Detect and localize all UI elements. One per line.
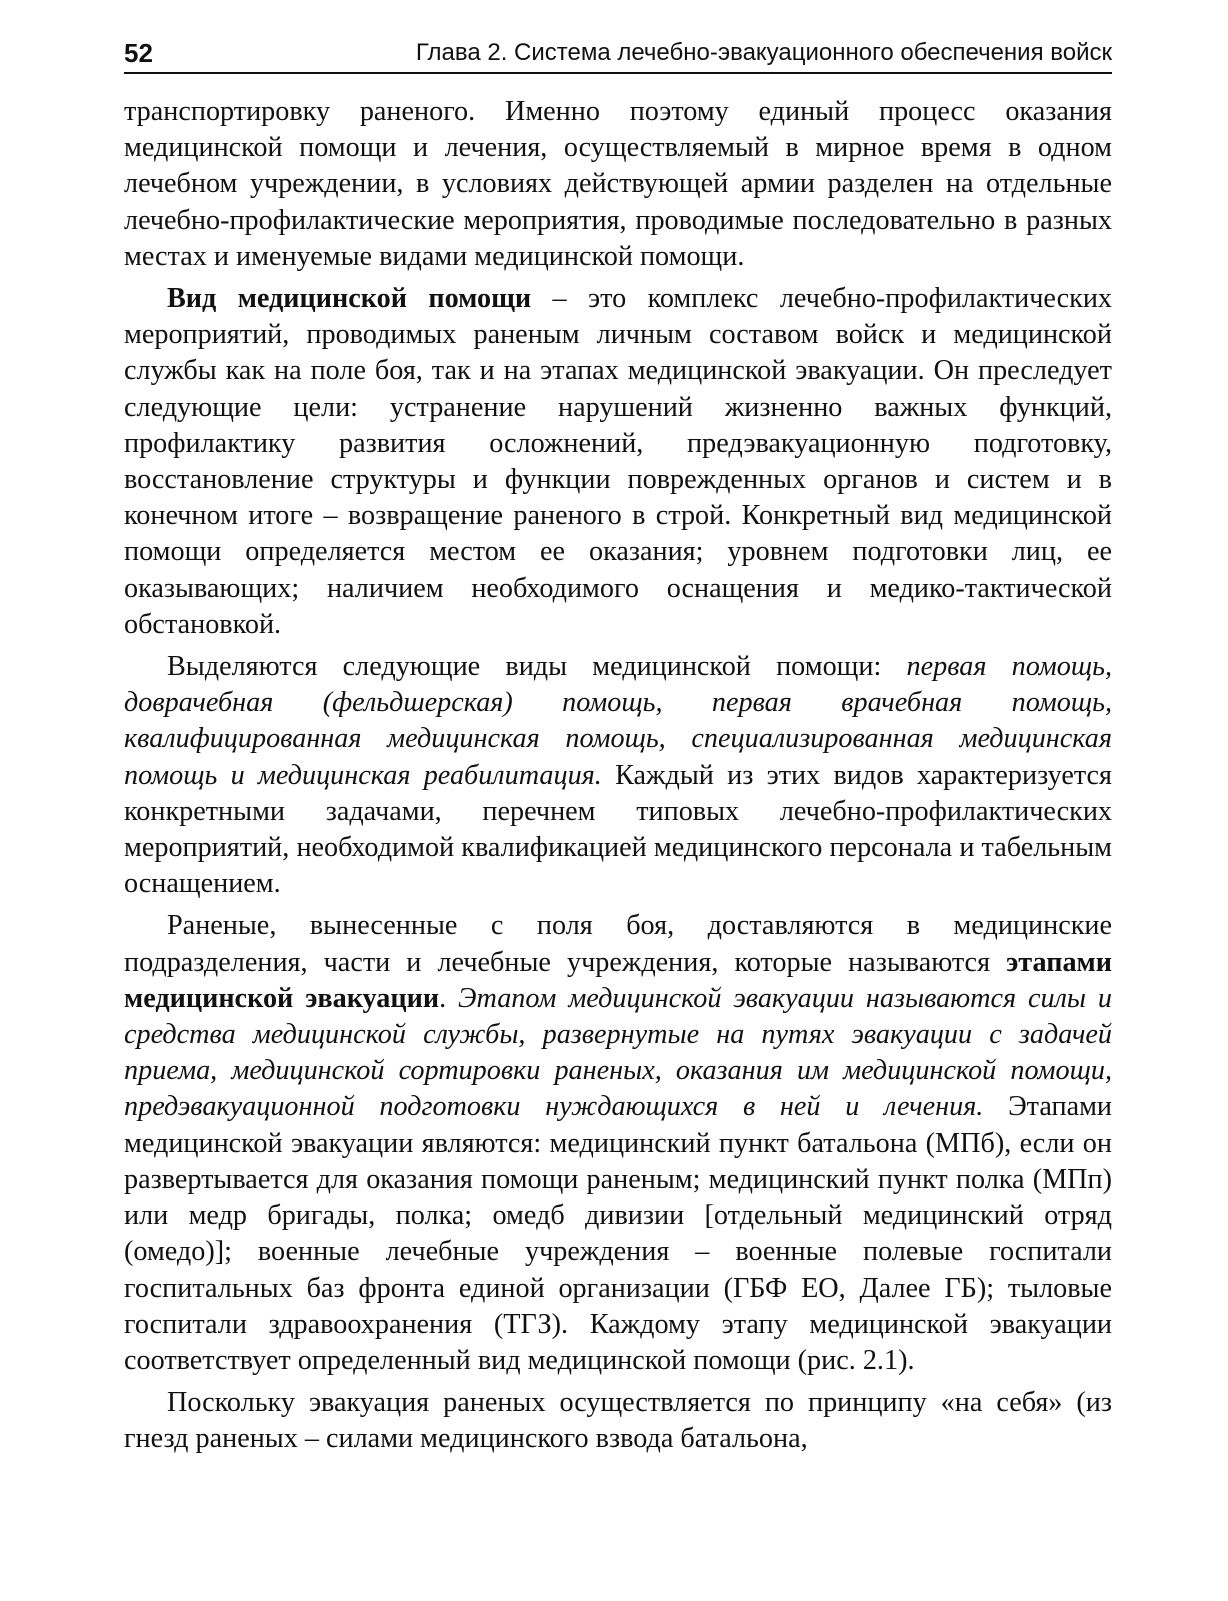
page-number: 52 (124, 38, 153, 68)
paragraph-4-text-middle: . (439, 982, 459, 1014)
paragraph-2 (124, 281, 1112, 643)
book-page (124, 38, 1112, 1464)
paragraph-2-term: Вид медицинской помощи (167, 283, 532, 315)
paragraph-4 (124, 908, 1112, 1379)
paragraph-2-text: – это комплекс лечебно-профилактических мероприятий, проводимых раненым личным составом войск и медицинской службы как на поле боя, так и на этапах медицинской эвакуации. Он преследует следующие цели: устранение нарушений жизненно важных функций, профилактику развития осложнений, предэвакуационную подготовку, восстановление структуры и функции поврежденных органов и систем и в конечном итоге – возвращение раненого в строй. Конкретный вид медицинской помощи определяется местом ее оказания; уровнем подготовки лиц, ее оказывающих; наличием необходимого оснащения и медико-тактической обстановкой. (124, 283, 1112, 640)
paragraph-3 (124, 649, 1112, 902)
paragraph-4-text-after: Этапами медицинской эвакуации являются: медицинский пункт батальона (МПб), если он развертывается для оказания помощи раненым; медицинский пункт полка (МПп) или медр бригады, полка; омедб дивизии [отдельный медицинский отряд (омедо)]; военные лечебные учреждения – военные полевые госпитали госпитальных баз фронта единой организации (ГБФ ЕО, Далее ГБ); тыловые госпитали здравоохранения (ТГЗ). Каждому этапу медицинской эвакуации соответствует определенный вид медицинской помощи (рис. 2.1). (124, 1091, 1112, 1376)
paragraph-5 (124, 1385, 1112, 1457)
paragraph-3-text-before: Выделяются следующие виды медицинской помощи: (167, 651, 907, 683)
paragraph-4-term: этапами медицинской эвакуации (124, 946, 1112, 1014)
paragraph-4-text-before: Раненые, вынесенные с поля боя, доставляются в медицинские подразделения, части и лечебные учреждения, которые называются (124, 910, 1112, 978)
paragraph-3-italic: первая помощь, доврачебная (фельдшерская) помощь, первая врачебная помощь, квалифицированная медицинская помощь, специализированная медицинская помощь и медицинская реабилитация. (124, 651, 1112, 791)
paragraph-1-text: транспортировку раненого. Именно поэтому единый процесс оказания медицинской помощи и лечения, осуществляемый в мирное время в одном лечебном учреждении, в условиях действующей армии разделен на отдельные лечебно-профилактические мероприятия, проводимые последовательно в разных местах и именуемые видами медицинской помощи. (124, 96, 1112, 272)
chapter-title: Глава 2. Система лечебно-эвакуационного обеспечения войск (415, 39, 1112, 66)
paragraph-3-text-after: Каждый из этих видов характеризуется конкретными задачами, перечнем типовых лечебно-профилактических мероприятий, необходимой квалификацией медицинского персонала и табельным оснащением. (124, 759, 1112, 900)
running-header (124, 38, 1112, 74)
paragraph-5-text: Поскольку эвакуация раненых осуществляется по принципу «на себя» (из гнезд раненых – силами медицинского взвода батальона, (124, 1387, 1112, 1455)
body-text (124, 94, 1112, 1458)
paragraph-4-italic: Этапом медицинской эвакуации называются силы и средства медицинской службы, развернутые на путях эвакуации с задачей приема, медицинской сортировки раненых, оказания им медицинской помощи, предэвакуационной подготовки нуждающихся в ней и лечения. (124, 982, 1112, 1123)
paragraph-1 (124, 94, 1112, 275)
